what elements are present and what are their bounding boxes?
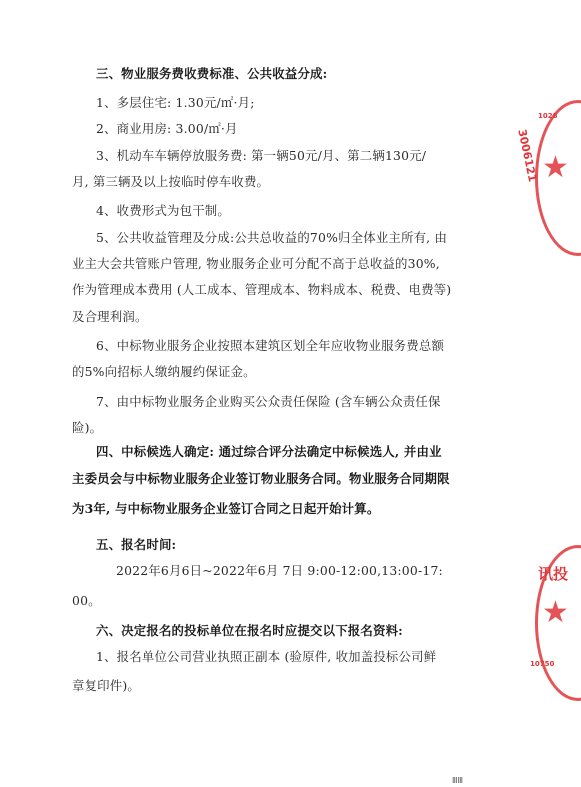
text-line: 3、机动车车辆停放服务费: 第一辆50元/月、第二辆130元/ (96, 148, 427, 163)
company-seal-upper (535, 100, 581, 256)
text-line: 及合理利润。 (72, 309, 148, 324)
text-line: 1、多层住宅: 1.30元/㎡·月; (96, 95, 255, 110)
seal-text-lower: 讯投 (538, 565, 569, 583)
seal-digits-upper: 1028 (538, 112, 558, 120)
registration-time-line: 2022年6月6日~2022年6月 7日 9:00-12:00,13:00-17: (116, 563, 443, 578)
text-line: 1、报名单位公司营业执照正副本 (验原件, 收加盖投标公司鲜 (96, 649, 437, 664)
page-footer-mark: ⅢⅢ (452, 776, 464, 785)
text-line: 00。 (72, 593, 101, 608)
text-line: 险)。 (72, 420, 103, 435)
heading-fee-standards: 三、物业服务费收费标准、公共收益分成: (96, 66, 328, 81)
text-line: 章复印件)。 (72, 678, 140, 693)
text-line: 5、公共收益管理及分成:公共总收益的70%归全体业主所有, 由 (96, 230, 448, 245)
seal-star-icon: ★ (542, 150, 569, 185)
heading-registration-time: 五、报名时间: (96, 537, 177, 552)
heading-registration-materials: 六、决定报名的投标单位在报名时应提交以下报名资料: (96, 623, 403, 638)
text-line: 6、中标物业服务企业按照本建筑区划全年应收物业服务费总额 (96, 338, 445, 353)
text-line: 月, 第三辆及以上按临时停车收费。 (72, 174, 270, 189)
text-line: 业主大会共管账户管理, 物业服务企业可分配不高于总收益的30%, (72, 256, 440, 271)
text-line: 为3年, 与中标物业服务企业签订合同之日起开始计算。 (72, 501, 380, 516)
text-line: 的5%向招标人缴纳履约保证金。 (72, 364, 256, 379)
seal-digits-lower: 10750 (530, 660, 555, 668)
seal-star-icon: ★ (542, 595, 569, 630)
text-line: 4、收费形式为包干制。 (96, 203, 230, 218)
text-line: 7、由中标物业服务企业购买公众责任保险 (含车辆公众责任保 (96, 394, 441, 409)
text-line: 作为管理成本费用 (人工成本、管理成本、物料成本、税费、电费等) (72, 282, 452, 297)
heading-winning-candidate: 四、中标候选人确定: 通过综合评分法确定中标候选人, 并由业 (96, 444, 442, 459)
text-line: 主委员会与中标物业服务企业签订物业服务合同。物业服务合同期限 (72, 471, 450, 486)
seal-text-upper: 3006121 (515, 128, 540, 184)
text-line: 2、商业用房: 3.00/㎡·月 (96, 121, 238, 136)
